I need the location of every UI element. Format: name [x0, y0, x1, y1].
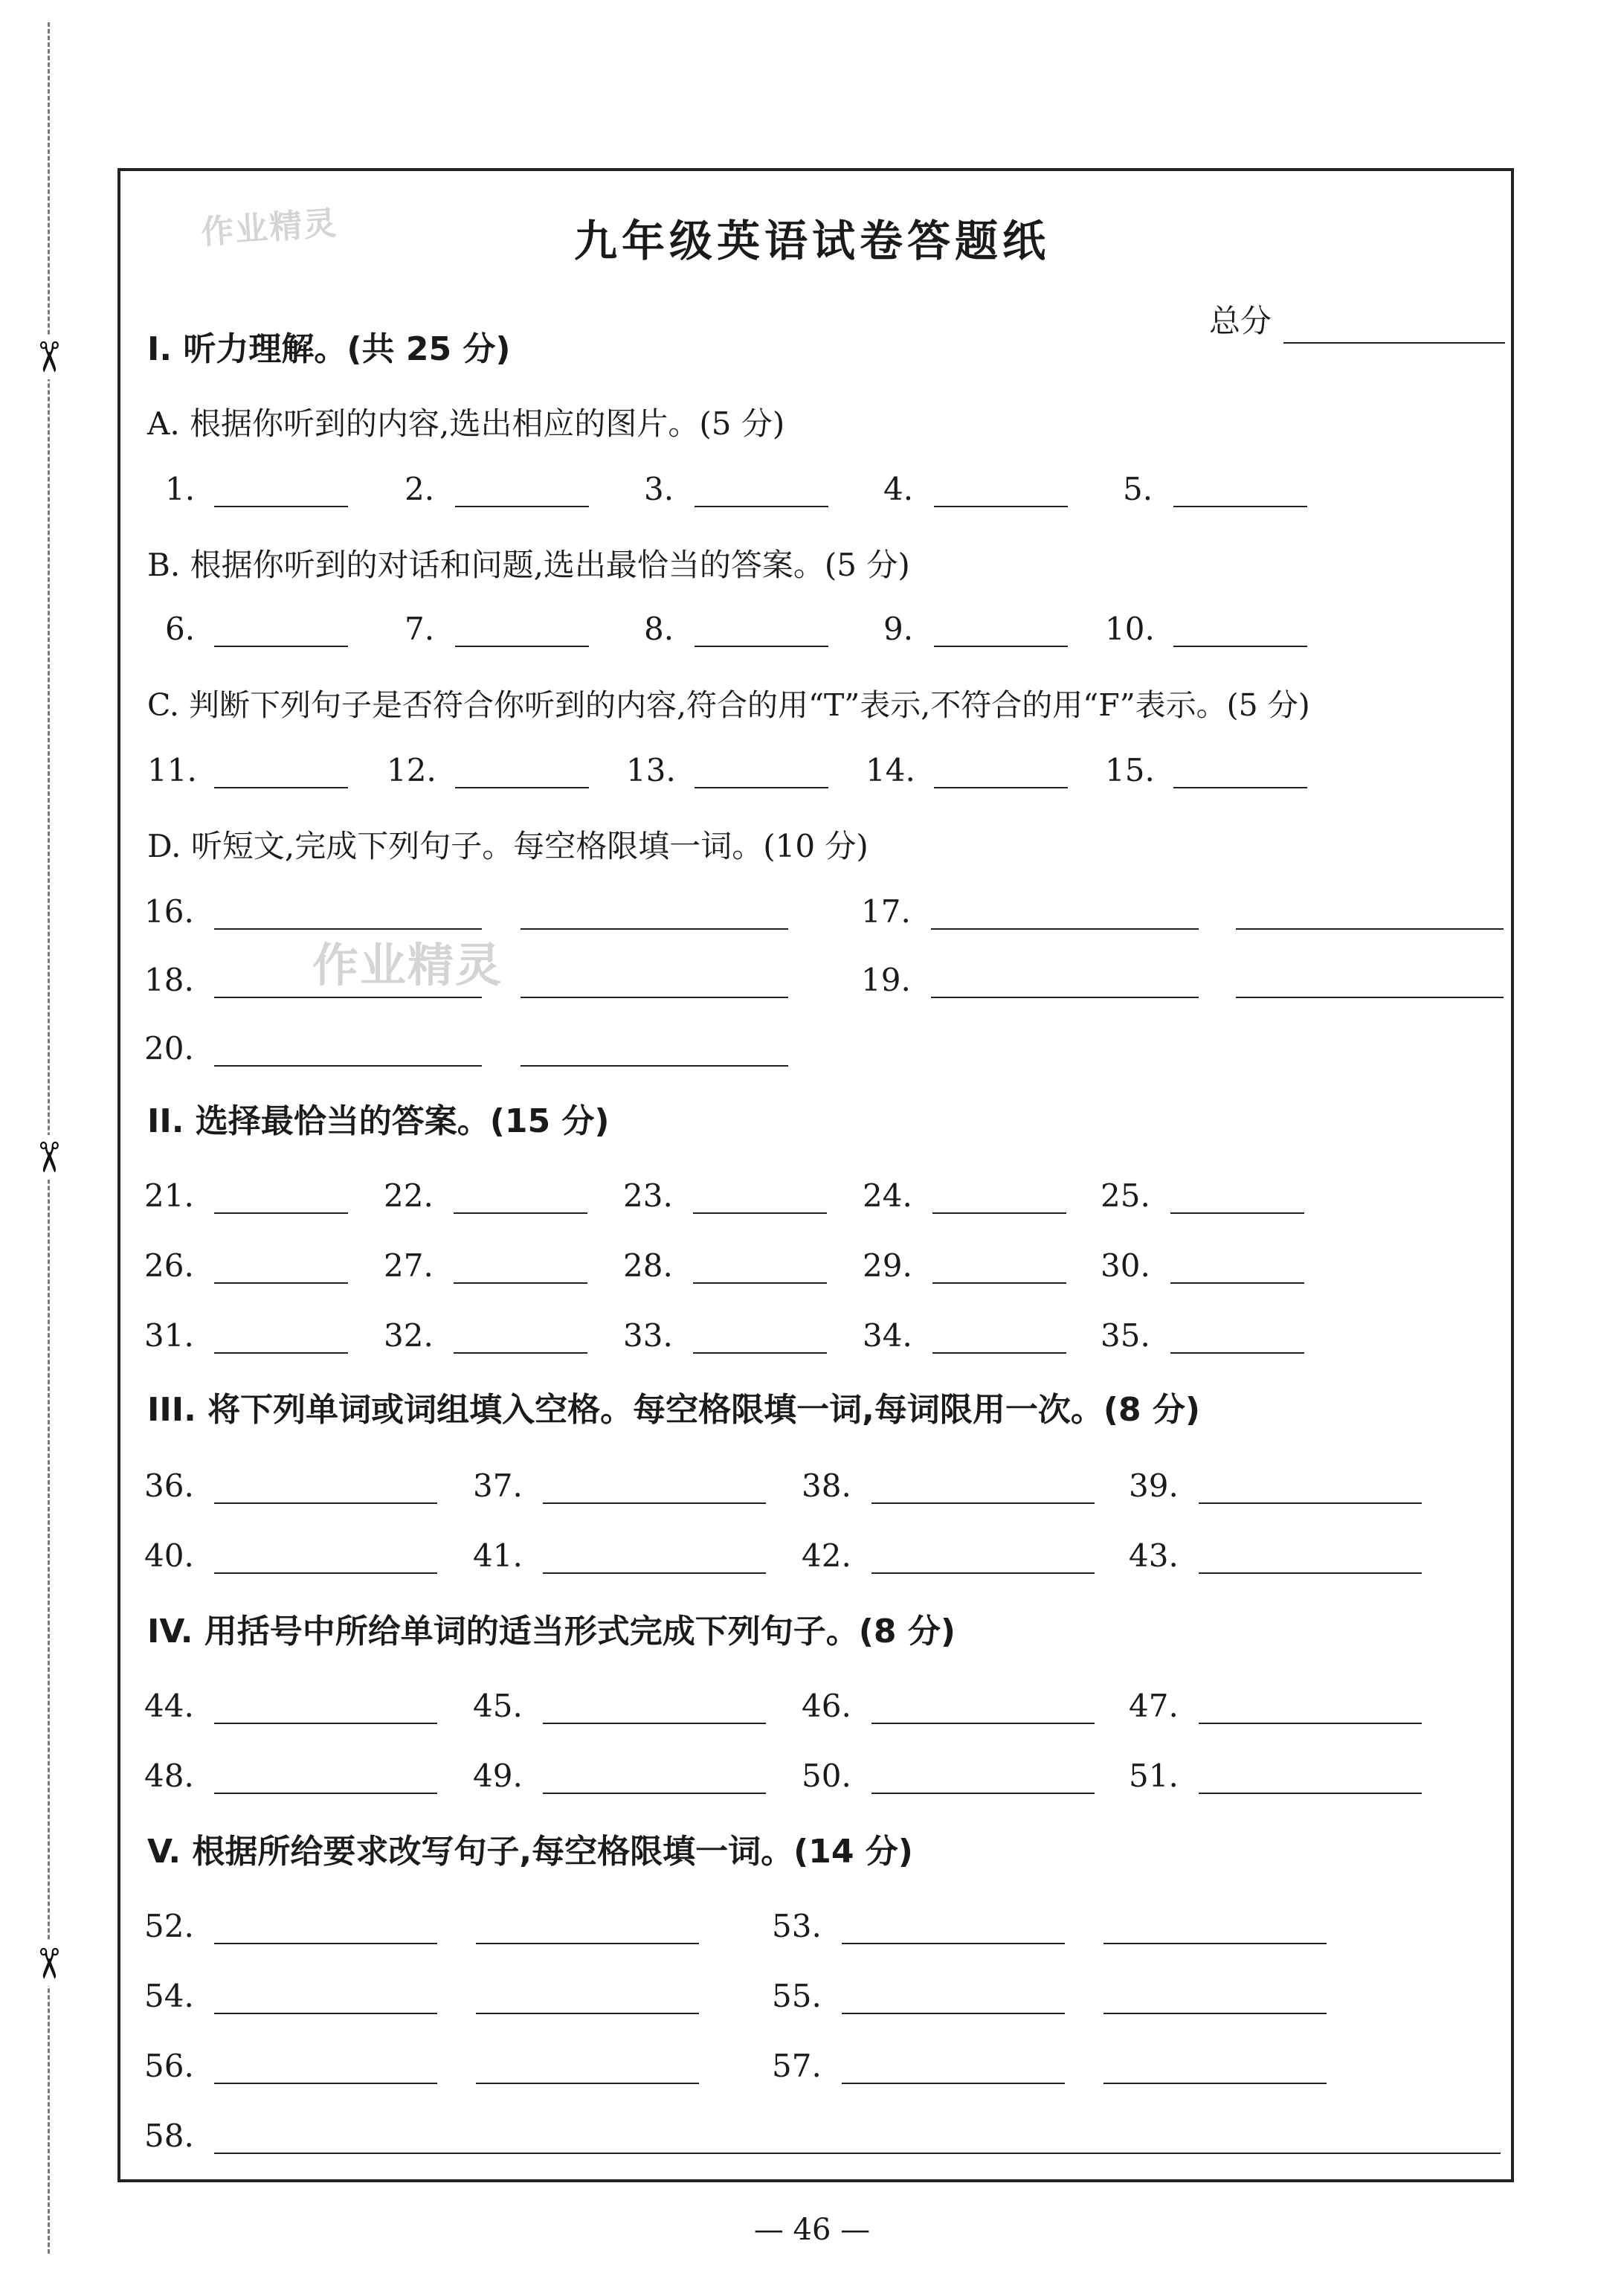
question-number: 14.	[866, 752, 915, 788]
answer-blank[interactable]	[214, 1572, 437, 1574]
question-number: 12.	[387, 752, 436, 788]
question-number: 7.	[405, 611, 435, 647]
answer-row	[0, 890, 1624, 934]
question-number: 54.	[144, 1978, 194, 2014]
watermark-logo: 作业精灵	[312, 938, 503, 992]
answer-blank[interactable]	[543, 1723, 766, 1724]
answer-blank[interactable]	[932, 1212, 1066, 1214]
question-number: 4.	[883, 471, 914, 507]
question-number: 25.	[1101, 1177, 1150, 1214]
answer-blank[interactable]	[932, 1352, 1066, 1354]
answer-blank[interactable]	[1103, 1943, 1327, 1944]
question-number: 33.	[623, 1317, 673, 1354]
answer-blank[interactable]	[1103, 2013, 1327, 2014]
answer-blank[interactable]	[214, 646, 348, 647]
question-number: 13.	[626, 752, 676, 788]
answer-blank[interactable]	[476, 1943, 699, 1944]
question-number: 16.	[144, 893, 194, 930]
answer-blank[interactable]	[454, 1352, 587, 1354]
answer-blank[interactable]	[455, 787, 589, 788]
total-score-label: 总分	[1209, 303, 1272, 339]
answer-blank[interactable]	[214, 1212, 348, 1214]
answer-blank[interactable]	[931, 997, 1199, 998]
answer-blank[interactable]	[214, 1282, 348, 1284]
section-heading: III. 将下列单词或词组填入空格。每空格限填一词,每词限用一次。(8 分)	[147, 1391, 1201, 1429]
answer-blank[interactable]	[695, 787, 828, 788]
answer-blank[interactable]	[214, 928, 482, 930]
question-number: 3.	[644, 471, 674, 507]
subsection-heading: B. 根据你听到的对话和问题,选出最恰当的答案。(5 分)	[147, 547, 910, 583]
answer-blank[interactable]	[693, 1352, 827, 1354]
answer-blank[interactable]	[1173, 787, 1307, 788]
answer-blank[interactable]	[214, 2153, 1501, 2154]
answer-blank[interactable]	[543, 1572, 766, 1574]
question-number: 9.	[883, 611, 914, 647]
answer-blank[interactable]	[476, 2083, 699, 2084]
answer-row	[0, 2114, 1624, 2158]
scissors-icon: ✂	[18, 1135, 77, 1180]
answer-blank[interactable]	[934, 787, 1068, 788]
answer-blank[interactable]	[1199, 1793, 1422, 1794]
question-number: 28.	[623, 1247, 673, 1284]
question-number: 48.	[144, 1758, 194, 1794]
answer-blank[interactable]	[214, 997, 482, 998]
question-number: 2.	[405, 471, 435, 507]
answer-blank[interactable]	[695, 506, 828, 507]
question-number: 36.	[144, 1467, 194, 1504]
question-number: 57.	[772, 2048, 822, 2084]
question-number: 5.	[1123, 471, 1153, 507]
answer-row	[0, 958, 1624, 1003]
scissors-icon: ✂	[18, 1941, 77, 1986]
question-number: 38.	[802, 1467, 851, 1504]
answer-blank[interactable]	[931, 928, 1199, 930]
answer-blank[interactable]	[521, 1065, 788, 1067]
answer-row	[0, 1974, 1624, 2019]
answer-row	[0, 467, 1624, 512]
answer-row	[0, 1026, 1624, 1071]
question-number: 52.	[144, 1908, 194, 1944]
question-number: 30.	[1101, 1247, 1150, 1284]
answer-blank[interactable]	[455, 646, 589, 647]
section-heading: IV. 用括号中所给单词的适当形式完成下列句子。(8 分)	[147, 1613, 956, 1650]
answer-row	[0, 1534, 1624, 1578]
answer-row	[0, 607, 1624, 652]
subsection-heading: C. 判断下列句子是否符合你听到的内容,符合的用“T”表示,不符合的用“F”表示。(5 分)	[147, 687, 1310, 723]
question-number: 44.	[144, 1688, 194, 1724]
answer-blank[interactable]	[1170, 1212, 1304, 1214]
answer-row	[0, 1754, 1624, 1798]
answer-blank[interactable]	[1103, 2083, 1327, 2084]
answer-row	[0, 1244, 1624, 1288]
question-number: 31.	[144, 1317, 194, 1354]
question-number: 55.	[772, 1978, 822, 2014]
question-number: 29.	[863, 1247, 912, 1284]
question-number: 20.	[144, 1030, 194, 1067]
question-number: 11.	[147, 752, 197, 788]
question-number: 27.	[384, 1247, 434, 1284]
answer-row	[0, 2044, 1624, 2089]
answer-blank[interactable]	[455, 506, 589, 507]
scissors-icon: ✂	[18, 335, 77, 379]
answer-blank[interactable]	[842, 1943, 1065, 1944]
subsection-heading: A. 根据你听到的内容,选出相应的图片。(5 分)	[147, 405, 785, 442]
answer-blank[interactable]	[871, 1793, 1095, 1794]
answer-blank[interactable]	[214, 2013, 437, 2014]
answer-blank[interactable]	[871, 1572, 1095, 1574]
answer-row	[0, 1174, 1624, 1218]
question-number: 23.	[623, 1177, 673, 1214]
answer-blank[interactable]	[1199, 1572, 1422, 1574]
question-number: 22.	[384, 1177, 434, 1214]
question-number: 39.	[1129, 1467, 1179, 1504]
answer-row	[0, 1904, 1624, 1949]
question-number: 1.	[165, 471, 196, 507]
answer-row	[0, 1464, 1624, 1508]
question-number: 8.	[644, 611, 674, 647]
question-number: 6.	[165, 611, 196, 647]
answer-blank[interactable]	[1199, 1502, 1422, 1504]
question-number: 45.	[473, 1688, 523, 1724]
question-number: 37.	[473, 1467, 523, 1504]
question-number: 41.	[473, 1537, 523, 1574]
answer-blank[interactable]	[214, 1065, 482, 1067]
question-number: 53.	[772, 1908, 822, 1944]
question-number: 26.	[144, 1247, 194, 1284]
section-heading: II. 选择最恰当的答案。(15 分)	[147, 1102, 610, 1140]
question-number: 34.	[863, 1317, 912, 1354]
answer-row	[0, 748, 1624, 793]
answer-blank[interactable]	[454, 1282, 587, 1284]
answer-blank[interactable]	[214, 787, 348, 788]
answer-blank[interactable]	[932, 1282, 1066, 1284]
answer-blank[interactable]	[214, 1793, 437, 1794]
page-title: 九年级英语试卷答题纸	[573, 216, 1050, 266]
question-number: 51.	[1129, 1758, 1179, 1794]
question-number: 17.	[861, 893, 911, 930]
answer-blank[interactable]	[1236, 997, 1504, 998]
answer-blank[interactable]	[1236, 928, 1504, 930]
answer-row	[0, 1314, 1624, 1358]
question-number: 19.	[861, 962, 911, 998]
question-number: 15.	[1105, 752, 1155, 788]
answer-blank[interactable]	[1199, 1723, 1422, 1724]
answer-blank[interactable]	[693, 1212, 827, 1214]
answer-blank[interactable]	[842, 2083, 1065, 2084]
question-number: 56.	[144, 2048, 194, 2084]
question-number: 40.	[144, 1537, 194, 1574]
question-number: 42.	[802, 1537, 851, 1574]
answer-blank[interactable]	[521, 997, 788, 998]
question-number: 46.	[802, 1688, 851, 1724]
answer-blank[interactable]	[871, 1723, 1095, 1724]
answer-blank[interactable]	[214, 1352, 348, 1354]
answer-blank[interactable]	[1170, 1352, 1304, 1354]
answer-blank[interactable]	[476, 2013, 699, 2014]
question-number: 21.	[144, 1177, 194, 1214]
section-heading: I. 听力理解。(共 25 分)	[147, 330, 511, 368]
answer-blank[interactable]	[454, 1212, 587, 1214]
answer-blank[interactable]	[521, 928, 788, 930]
question-number: 10.	[1105, 611, 1155, 647]
answer-blank[interactable]	[214, 1502, 437, 1504]
answer-blank[interactable]	[934, 506, 1068, 507]
question-number: 18.	[144, 962, 194, 998]
answer-blank[interactable]	[1173, 646, 1307, 647]
answer-blank[interactable]	[1173, 506, 1307, 507]
answer-row	[0, 1684, 1624, 1729]
question-number: 24.	[863, 1177, 912, 1214]
answer-blank[interactable]	[871, 1502, 1095, 1504]
answer-blank[interactable]	[214, 2083, 437, 2084]
question-number: 49.	[473, 1758, 523, 1794]
answer-blank[interactable]	[934, 646, 1068, 647]
page-number: — 46 —	[753, 2213, 871, 2247]
answer-blank[interactable]	[214, 506, 348, 507]
answer-blank[interactable]	[214, 1943, 437, 1944]
answer-blank[interactable]	[543, 1502, 766, 1504]
question-number: 47.	[1129, 1688, 1179, 1724]
answer-blank[interactable]	[842, 2013, 1065, 2014]
question-number: 58.	[144, 2118, 194, 2154]
answer-blank[interactable]	[214, 1723, 437, 1724]
question-number: 50.	[802, 1758, 851, 1794]
answer-blank[interactable]	[1170, 1282, 1304, 1284]
watermark-logo: 作业精灵	[199, 204, 339, 252]
question-number: 43.	[1129, 1537, 1179, 1574]
subsection-heading: D. 听短文,完成下列句子。每空格限填一词。(10 分)	[147, 828, 869, 864]
answer-blank[interactable]	[695, 646, 828, 647]
answer-blank[interactable]	[693, 1282, 827, 1284]
section-heading: V. 根据所给要求改写句子,每空格限填一词。(14 分)	[147, 1833, 913, 1871]
question-number: 32.	[384, 1317, 434, 1354]
total-score-field[interactable]	[1283, 342, 1505, 344]
answer-blank[interactable]	[543, 1793, 766, 1794]
question-number: 35.	[1101, 1317, 1150, 1354]
